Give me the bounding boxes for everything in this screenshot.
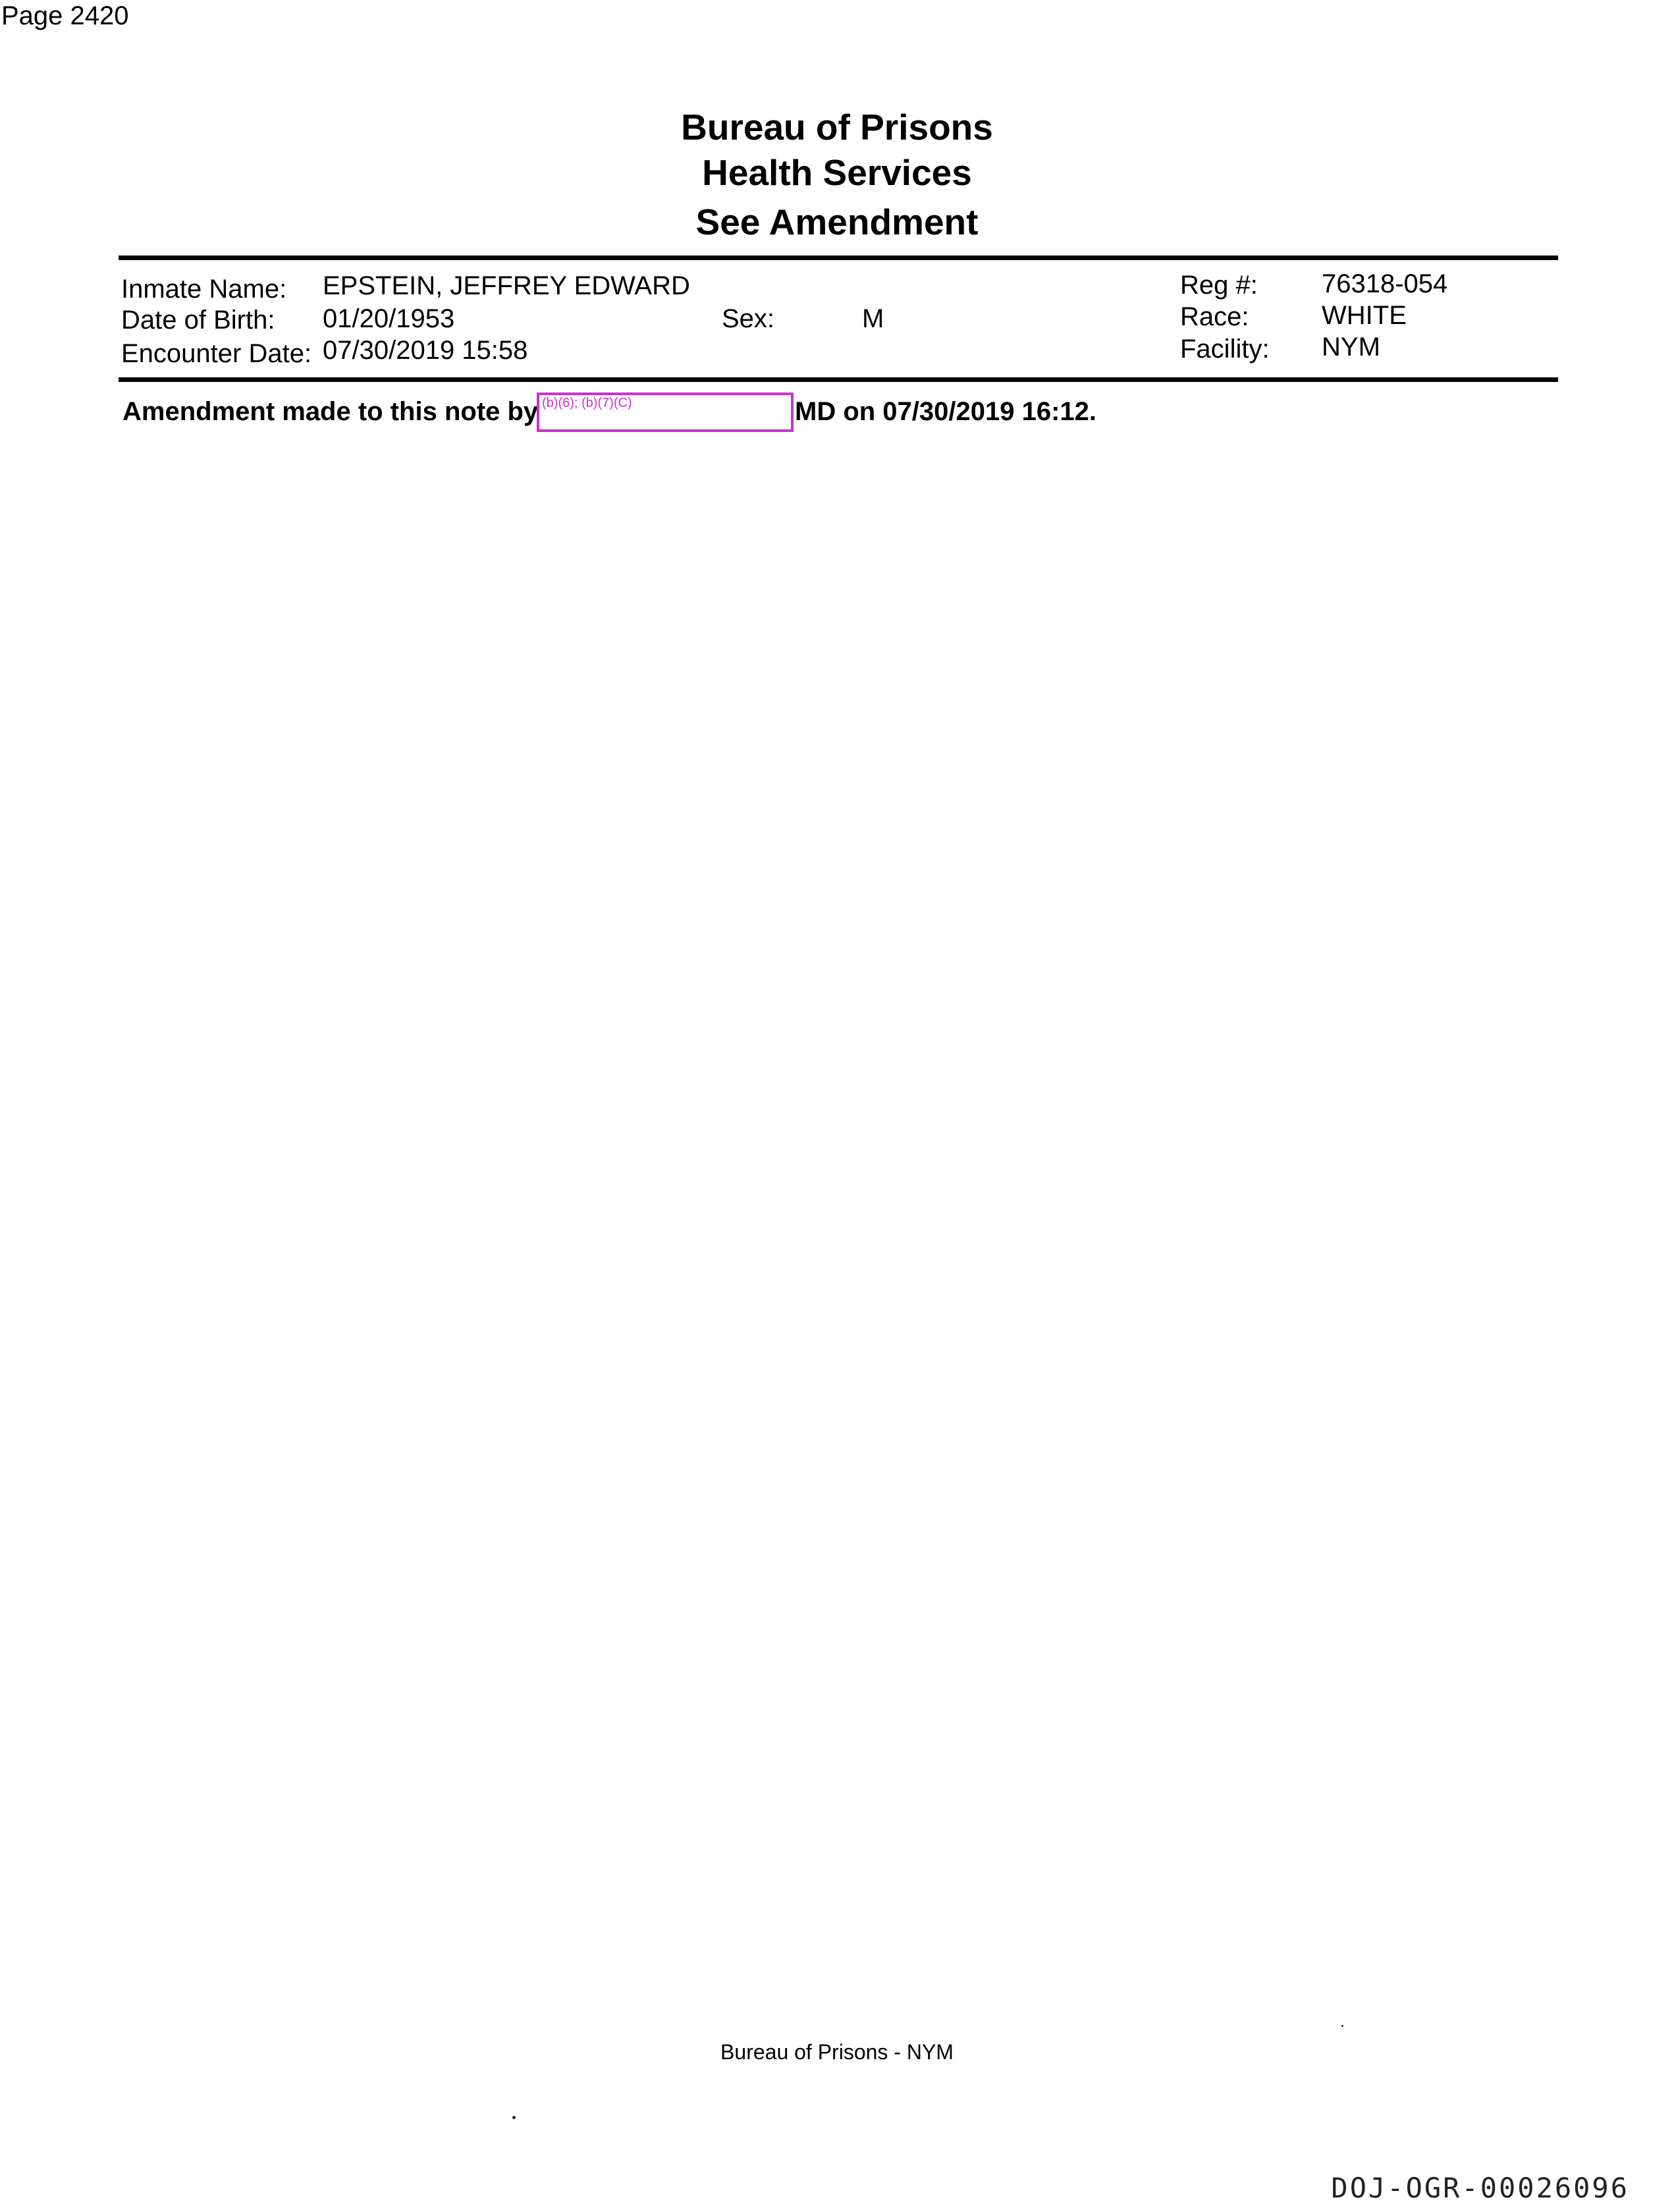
encounter-date-value: 07/30/2019 15:58 xyxy=(323,336,528,365)
race-label: Race: xyxy=(1180,302,1249,331)
page-number-label: Page 2420 xyxy=(1,1,129,30)
redaction-code: (b)(6); (b)(7)(C) xyxy=(542,396,632,410)
sex-label: Sex: xyxy=(722,304,775,333)
encounter-date-label: Encounter Date: xyxy=(121,339,312,368)
amendment-prefix: Amendment made to this note by xyxy=(122,397,539,426)
document-title-line-2: Health Services xyxy=(702,152,972,193)
inmate-name-label: Inmate Name: xyxy=(121,275,287,304)
reg-number-label: Reg #: xyxy=(1180,271,1258,300)
page-footer: Bureau of Prisons - NYM xyxy=(720,2040,954,2064)
scan-speck xyxy=(512,2116,516,2119)
redaction-box xyxy=(537,392,794,432)
sex-value: M xyxy=(862,304,884,333)
header-top-rule xyxy=(119,256,1558,260)
dob-label: Date of Birth: xyxy=(121,306,275,335)
dob-value: 01/20/1953 xyxy=(323,304,455,333)
facility-value: NYM xyxy=(1322,333,1380,362)
facility-label: Facility: xyxy=(1180,335,1270,364)
scan-speck xyxy=(1341,2025,1343,2027)
document-title-line-1: Bureau of Prisons xyxy=(681,107,993,148)
document-title-line-3: See Amendment xyxy=(695,202,979,242)
reg-number-value: 76318-054 xyxy=(1322,269,1448,298)
inmate-name-value: EPSTEIN, JEFFREY EDWARD xyxy=(323,271,690,300)
bates-number: DOJ-OGR-00026096 xyxy=(1331,2172,1629,2204)
header-bottom-rule xyxy=(119,377,1558,382)
race-value: WHITE xyxy=(1322,301,1407,330)
amendment-suffix: MD on 07/30/2019 16:12. xyxy=(795,397,1097,426)
